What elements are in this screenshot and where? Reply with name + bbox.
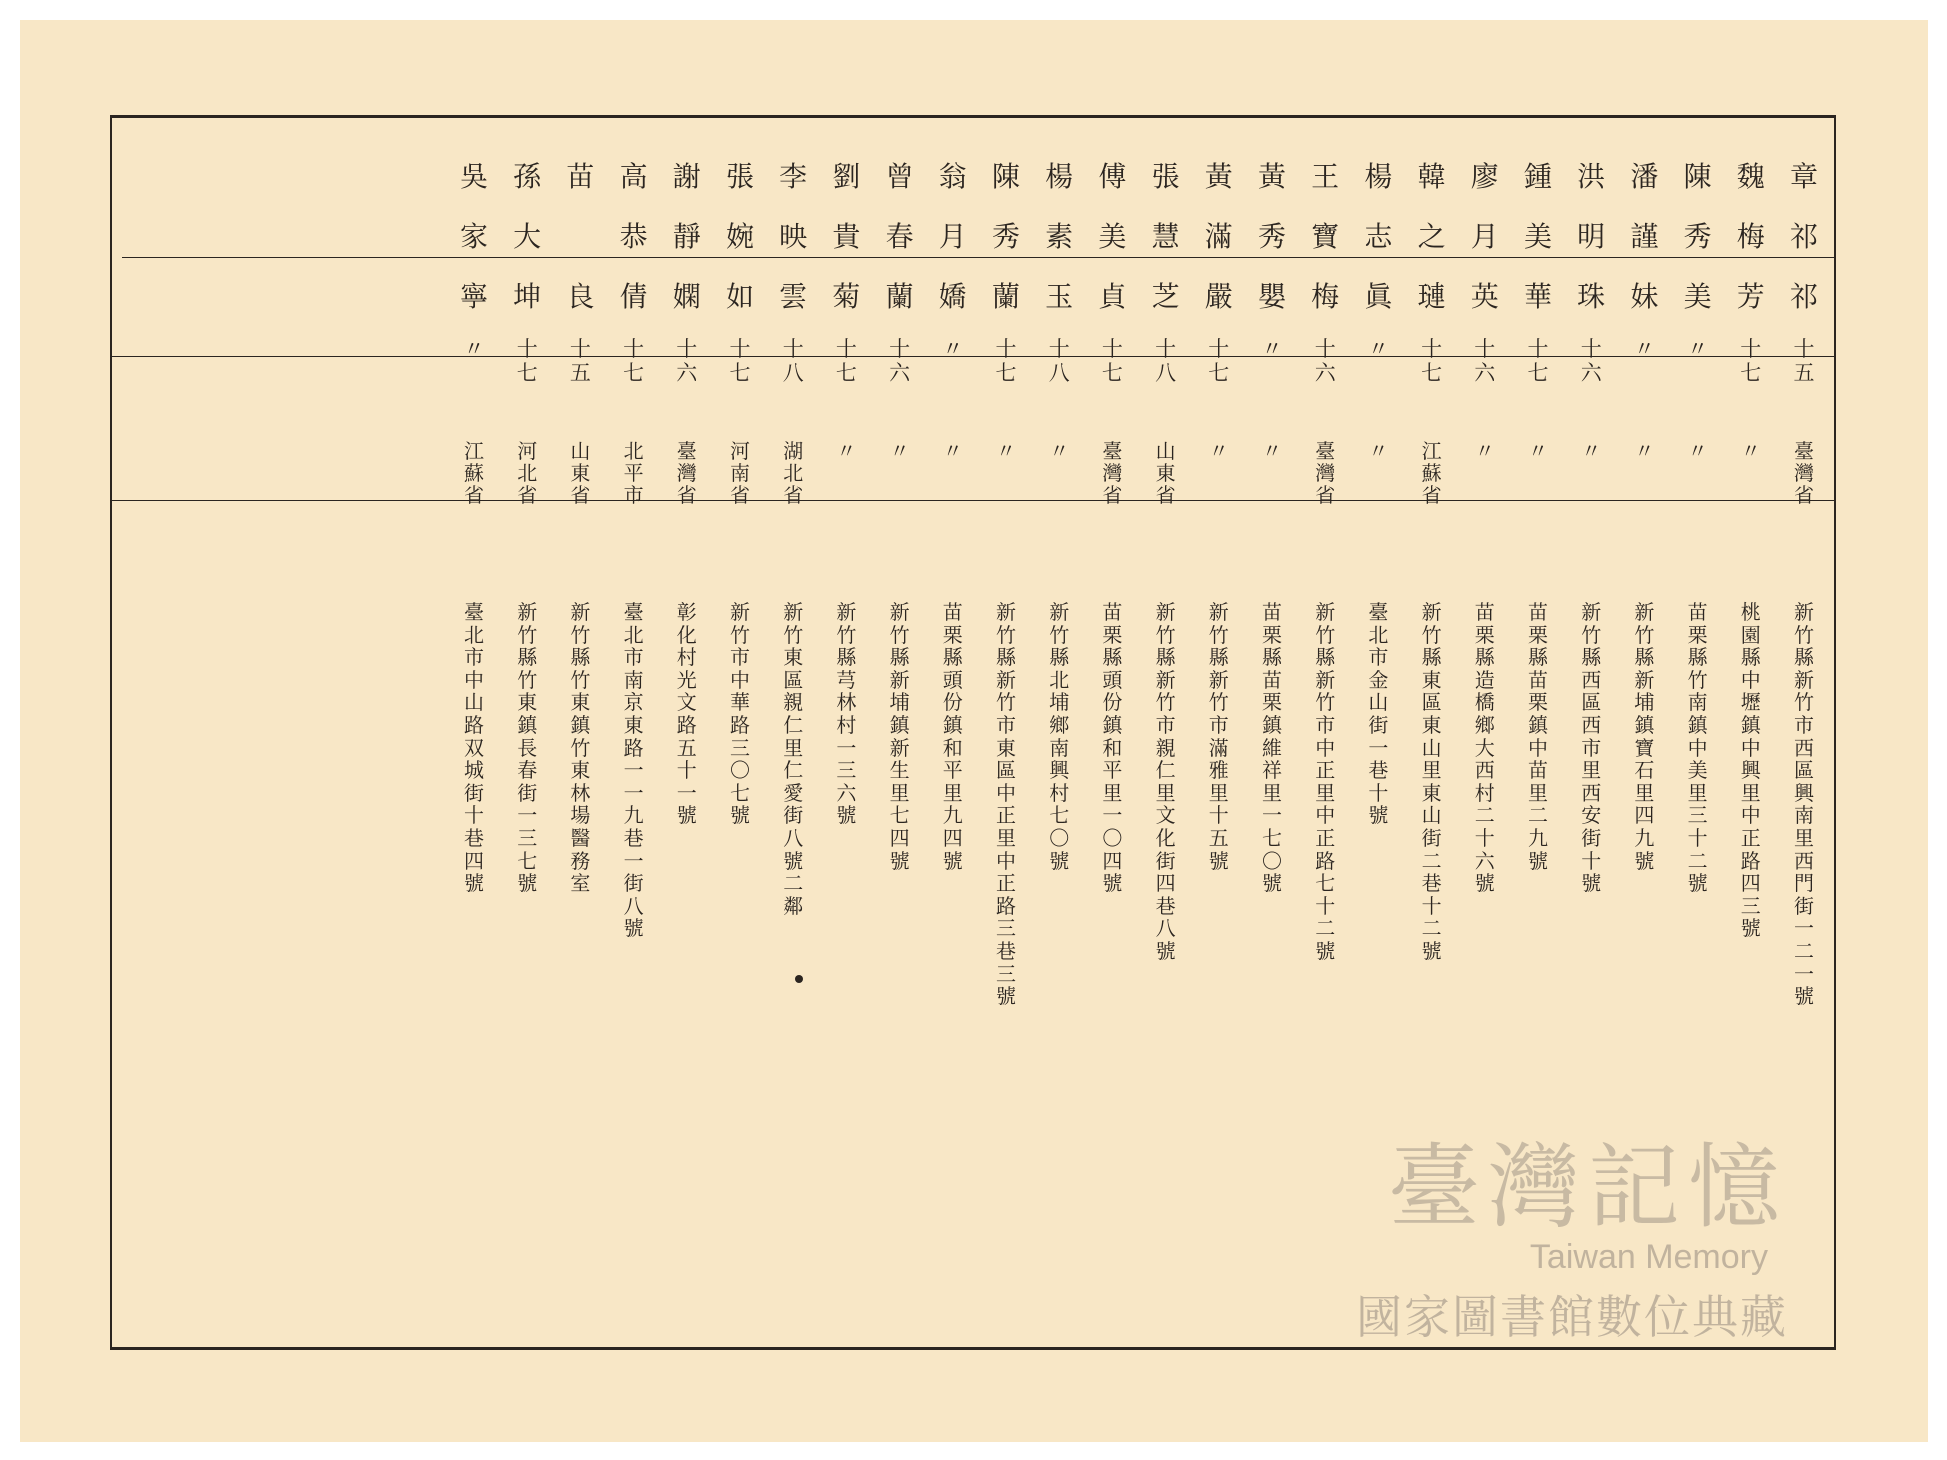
student-province: 〃 (1528, 439, 1548, 463)
student-age: 十 七 (729, 337, 751, 385)
student-address: 新 竹 市 中 華 路 三 〇 七 號 (730, 600, 750, 828)
student-age: 〃 (1687, 337, 1709, 361)
student-name: 高 恭 倩 (619, 160, 648, 313)
student-address: 新 竹 縣 新 埔 鎮 新 生 里 七 四 號 (889, 600, 910, 873)
record-column (1138, 115, 1194, 1350)
student-address: 新 竹 縣 竹 東 鎮 竹 東 林 場 醫 務 室 (570, 600, 591, 896)
watermark (1356, 1114, 1788, 1347)
student-address: 新 竹 東 區 親 仁 里 仁 愛 街 八 號 二 鄰 (783, 600, 804, 918)
student-name: 楊 素 玉 (1045, 160, 1074, 313)
student-age: 〃 (1633, 337, 1655, 361)
student-age: 十 五 (1793, 337, 1815, 385)
record-column (925, 115, 981, 1350)
student-address: 新 竹 縣 西 區 西 市 里 西 安 街 十 號 (1581, 600, 1602, 896)
student-age: 十 七 (623, 337, 645, 385)
student-age: 十 八 (1155, 337, 1177, 385)
ink-spot (795, 975, 803, 983)
student-name: 章 祁 祁 (1789, 160, 1818, 313)
record-column (1084, 115, 1140, 1350)
student-age: 十 七 (1421, 337, 1443, 385)
student-address: 桃 園 縣 中 壢 鎮 中 興 里 中 正 路 四 三 號 (1740, 600, 1761, 941)
student-province: 〃 (1687, 439, 1708, 463)
student-address: 苗 栗 縣 造 橋 鄉 大 西 村 二 十 六 號 (1474, 600, 1495, 896)
student-age: 十 七 (1101, 337, 1123, 385)
student-province: 〃 (942, 439, 963, 463)
student-name: 李 映 雲 (779, 160, 808, 313)
student-name: 黃 秀 嬰 (1257, 160, 1286, 313)
student-age: 十 六 (1314, 337, 1336, 385)
student-province: 北 平 市 (623, 439, 644, 507)
student-name: 苗 良 (566, 160, 595, 313)
student-age: 十 五 (569, 337, 591, 385)
student-address: 彰 化 村 光 文 路 五 十 一 號 (676, 600, 697, 828)
record-column (1244, 115, 1300, 1350)
student-province: 江 蘇 省 (1421, 439, 1442, 507)
watermark-subtitle: 國家圖書館數位典藏 (1356, 1291, 1788, 1343)
student-name: 張 慧 芝 (1151, 160, 1180, 313)
record-column (1191, 115, 1247, 1350)
student-age: 〃 (1367, 337, 1389, 361)
student-province: 〃 (1208, 439, 1229, 463)
student-age: 十 六 (1474, 337, 1496, 385)
student-address: 新 竹 縣 北 埔 鄉 南 興 村 七 〇 號 (1049, 600, 1070, 873)
student-age: 十 八 (782, 337, 804, 385)
student-province: 臺 灣 省 (1102, 439, 1123, 507)
student-name: 潘 謹 妹 (1630, 160, 1659, 313)
document-page (20, 20, 1928, 1442)
student-age: 十 八 (1048, 337, 1070, 385)
student-address: 新 竹 縣 東 區 東 山 里 東 山 街 二 巷 十 二 號 (1421, 600, 1442, 963)
record-column (1297, 115, 1353, 1350)
student-address: 新 竹 縣 新 竹 市 親 仁 里 文 化 街 四 巷 八 號 (1155, 600, 1176, 963)
student-name: 黃 滿 嚴 (1204, 160, 1233, 313)
student-province: 臺 灣 省 (676, 439, 697, 507)
student-address: 臺 北 市 金 山 街 一 巷 十 號 (1368, 600, 1389, 828)
student-province: 臺 灣 省 (1794, 439, 1814, 507)
student-address: 新 竹 縣 新 竹 市 滿 雅 里 十 五 號 (1208, 600, 1229, 873)
student-province: 山 東 省 (1155, 439, 1176, 507)
student-address: 新 竹 縣 新 埔 鎮 寶 石 里 四 九 號 (1634, 600, 1655, 873)
student-address: 新 竹 縣 芎 林 村 一 三 六 號 (836, 600, 857, 828)
watermark-title: 臺灣記憶 (1387, 1134, 1788, 1241)
student-age: 十 六 (1580, 337, 1602, 385)
student-age: 十 七 (516, 337, 538, 385)
student-province: 〃 (1740, 439, 1761, 463)
student-name: 鍾 美 華 (1523, 160, 1552, 313)
student-province: 〃 (1474, 439, 1495, 463)
record-column (659, 115, 715, 1350)
student-address: 新 竹 縣 新 竹 市 西 區 興 南 里 西 門 街 一 二 一 號 (1794, 600, 1814, 1009)
record-column (606, 115, 662, 1350)
student-name: 吳 家 寧 (459, 160, 488, 313)
student-name: 劉 貴 菊 (832, 160, 861, 313)
record-column (818, 115, 874, 1350)
student-age: 十 七 (1740, 337, 1762, 385)
student-name: 洪 明 珠 (1577, 160, 1606, 313)
student-name: 魏 梅 芳 (1736, 160, 1765, 313)
student-age: 十 七 (1527, 337, 1549, 385)
student-address: 苗 栗 縣 頭 份 鎮 和 平 里 九 四 號 (942, 600, 963, 873)
student-name: 陳 秀 美 (1683, 160, 1712, 313)
student-province: 〃 (1634, 439, 1655, 463)
student-name: 謝 靜 嫻 (672, 160, 701, 313)
student-age: 〃 (1261, 337, 1283, 361)
student-name: 陳 秀 蘭 (991, 160, 1020, 313)
student-province: 河 北 省 (517, 439, 538, 507)
student-name: 張 婉 如 (725, 160, 754, 313)
student-address: 新 竹 縣 竹 東 鎮 長 春 街 一 三 七 號 (517, 600, 538, 896)
student-province: 〃 (1262, 439, 1282, 463)
record-column (978, 115, 1034, 1350)
record-column (1031, 115, 1087, 1350)
student-name: 王 寶 梅 (1311, 160, 1340, 313)
student-province: 臺 灣 省 (1315, 439, 1336, 507)
student-age: 十 七 (995, 337, 1017, 385)
student-province: 河 南 省 (730, 439, 750, 507)
student-province: 〃 (1581, 439, 1602, 463)
student-age: 十 六 (889, 337, 911, 385)
student-province: 〃 (1368, 439, 1389, 463)
student-name: 廖 月 英 (1470, 160, 1499, 313)
record-column (499, 115, 555, 1350)
student-province: 江 蘇 省 (464, 439, 484, 507)
student-name: 翁 月 嬌 (938, 160, 967, 313)
student-province: 〃 (996, 439, 1016, 463)
student-address: 新 竹 縣 新 竹 市 東 區 中 正 里 中 正 路 三 巷 三 號 (996, 600, 1016, 1009)
student-age: 十 七 (835, 337, 857, 385)
student-name: 曾 春 蘭 (885, 160, 914, 313)
student-name: 傅 美 貞 (1098, 160, 1127, 313)
student-age: 〃 (942, 337, 964, 361)
student-province: 〃 (836, 439, 857, 463)
record-column (712, 115, 768, 1350)
record-column (552, 115, 608, 1350)
student-province: 〃 (889, 439, 910, 463)
student-address: 苗 栗 縣 苗 栗 鎮 維 祥 里 一 七 〇 號 (1262, 600, 1282, 896)
student-age: 十 六 (676, 337, 698, 385)
student-address: 苗 栗 縣 頭 份 鎮 和 平 里 一 〇 四 號 (1102, 600, 1123, 896)
student-address: 臺 北 市 中 山 路 双 城 街 十 巷 四 號 (464, 600, 484, 896)
student-province: 山 東 省 (570, 439, 591, 507)
student-address: 苗 栗 縣 竹 南 鎮 中 美 里 三 十 二 號 (1687, 600, 1708, 896)
student-province: 〃 (1049, 439, 1070, 463)
student-address: 苗 栗 縣 苗 栗 鎮 中 苗 里 二 九 號 (1528, 600, 1548, 873)
student-address: 臺 北 市 南 京 東 路 一 一 九 巷 一 街 八 號 (623, 600, 644, 941)
student-address: 新 竹 縣 新 竹 市 中 正 里 中 正 路 七 十 二 號 (1315, 600, 1336, 963)
student-name: 韓 之 璉 (1417, 160, 1446, 313)
record-column (872, 115, 928, 1350)
record-column (446, 115, 502, 1350)
student-age: 十 七 (1208, 337, 1230, 385)
record-column (765, 115, 821, 1350)
student-name: 楊 志 眞 (1364, 160, 1393, 313)
student-age: 〃 (463, 337, 485, 361)
student-name: 孫 大 坤 (513, 160, 542, 313)
watermark-english: Taiwan Memory (1529, 1238, 1768, 1276)
student-province: 湖 北 省 (783, 439, 804, 507)
